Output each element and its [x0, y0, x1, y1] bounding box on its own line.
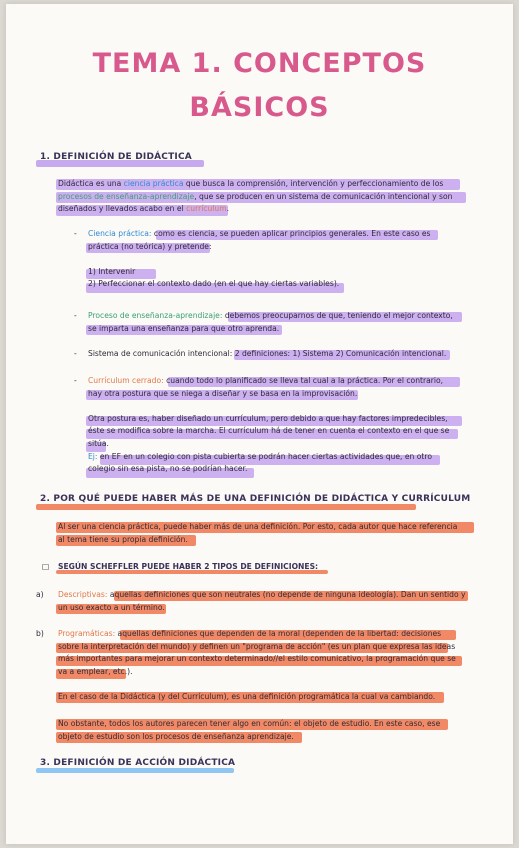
paragraph-text: Al ser una ciencia práctica, puede haber más de una definición. Por esto, cada autor que hace referencia — [58, 522, 458, 531]
page-title-line2: BÁSICOS — [189, 92, 330, 123]
term-procesos: procesos de enseñanza-aprendizaje — [58, 191, 195, 201]
section2-paragraph4 — [58, 718, 498, 743]
item-label: Sistema de comunicación intencional: — [88, 349, 233, 358]
item-text: va a emplear, etc.). — [58, 666, 133, 676]
example-label: Ej: — [88, 451, 98, 461]
item-text: hay otra postura que se niega a diseñar y se basa en la improvisación. — [88, 388, 358, 398]
section1-heading: 1. DEFINICIÓN DE DIDÁCTICA — [40, 152, 192, 162]
item-text: práctica (no teórica) y pretende: — [88, 241, 212, 251]
section2-heading: 2. POR QUÉ PUEDE HABER MÁS DE UNA DEFINICIÓN DE DIDÁCTICA Y CURRÍCULUM — [40, 494, 471, 504]
item-text: un uso exacto a un término. — [58, 602, 165, 612]
item-label: Ciencia práctica: — [88, 229, 152, 238]
item-text: en EF en un colegio con pista cubierta se podrán hacer ciertas actividades que, en otro — [97, 451, 432, 461]
marker-a: a) — [36, 590, 44, 599]
section2-paragraph1 — [58, 521, 498, 546]
heading-highlight — [36, 504, 416, 510]
intro-text: , que se producen en un sistema de comunicación intencional y son — [194, 191, 453, 201]
list-item: 2) Perfeccionar el contexto dado (en el que hay ciertas variables). — [88, 279, 340, 289]
item-text: sobre la interpretación del mundo) y definen un "programa de acción" (es un plan que expresa las ideas — [58, 641, 456, 651]
item-text: colegio sin esa pista, no se podrían hacer. — [88, 464, 248, 474]
item-text: más importantes para mejorar un contexto determinado//el estilo comunicativo, la programación que se — [58, 654, 456, 664]
item-text: aquellas definiciones que dependen de la moral (dependen de la libertad: decisiones — [115, 629, 442, 638]
item-proceso — [88, 310, 488, 335]
item-text: aquellas definiciones que son neutrales (no depende de ninguna ideología). Dan un sentido y — [107, 590, 466, 599]
bullet-dash: - — [74, 311, 77, 320]
item-label: Descriptivas: — [58, 590, 108, 599]
item-sistema — [88, 348, 488, 361]
bullet-dash: - — [74, 229, 77, 238]
item-label: Currículum cerrado: — [88, 376, 164, 385]
definition-programaticas — [58, 628, 498, 678]
item-text: 2 definiciones: 1) Sistema 2) Comunicación intencional. — [232, 349, 447, 358]
section3-heading: 3. DEFINICIÓN DE ACCIÓN DIDÁCTICA — [40, 758, 236, 768]
paragraph-text: al tema tiene su propia definición. — [58, 534, 188, 544]
item-text: debemos preocuparnos de que, teniendo el mejor contexto, — [222, 311, 453, 320]
heading-highlight — [36, 768, 234, 773]
item-text: cuando todo lo planificado se lleva tal cual a la práctica. Por el contrario, — [163, 376, 444, 385]
page-title-line1: TEMA 1. CONCEPTOS — [92, 48, 427, 79]
paragraph-text: No obstante, todos los autores parecen tener algo en común: el objeto de estudio. En este caso, ese — [58, 719, 441, 728]
scheffler-subheading: SEGÚN SCHEFFLER PUEDE HABER 2 TIPOS DE DEFINICIONES: — [58, 562, 319, 571]
term-curriculum: currículum — [186, 204, 227, 214]
item-label: Programáticas: — [58, 629, 116, 638]
intro-text: diseñados y llevados acabo en el — [58, 204, 187, 214]
paragraph-text: objeto de estudio son los procesos de enseñanza aprendizaje. — [58, 731, 294, 741]
intro-text: que busca la comprensión, intervención y perfeccionamiento de los — [183, 179, 444, 188]
intro-text: . — [226, 204, 230, 214]
list-item: 1) Intervenir — [88, 266, 136, 276]
item-ciencia-practica — [88, 228, 488, 291]
item-text: se imparta una enseñanza para que otro aprenda. — [88, 323, 280, 333]
item-text: éste se modifica sobre la marcha. El currículum há de tener en cuenta el contexto en el que se — [88, 426, 450, 436]
item-text: sitúa. — [88, 438, 109, 448]
item-curriculum-cerrado — [88, 375, 498, 476]
bullet-dash: - — [74, 349, 77, 358]
marker-b: b) — [36, 629, 44, 638]
notes-page — [6, 4, 513, 844]
item-label: Proceso de enseñanza-aprendizaje: — [88, 311, 223, 320]
item-text: como es ciencia, se pueden aplicar principios generales. En este caso es — [151, 229, 431, 238]
bullet-dash: - — [74, 376, 77, 385]
term-ciencia-practica: ciencia práctica — [123, 179, 184, 188]
item-text: Otra postura es, haber diseñado un currículum, pero debido a que hay factores impredecibles, — [88, 413, 448, 423]
intro-text: Didáctica es una — [58, 179, 124, 188]
section2-paragraph3: En el caso de la Didáctica (y del Currículum), es una definición programática la cual va cambiando. — [58, 692, 436, 701]
section1-intro — [58, 178, 478, 216]
checkbox-bullet: □ — [42, 562, 50, 571]
definition-descriptivas — [58, 589, 488, 614]
